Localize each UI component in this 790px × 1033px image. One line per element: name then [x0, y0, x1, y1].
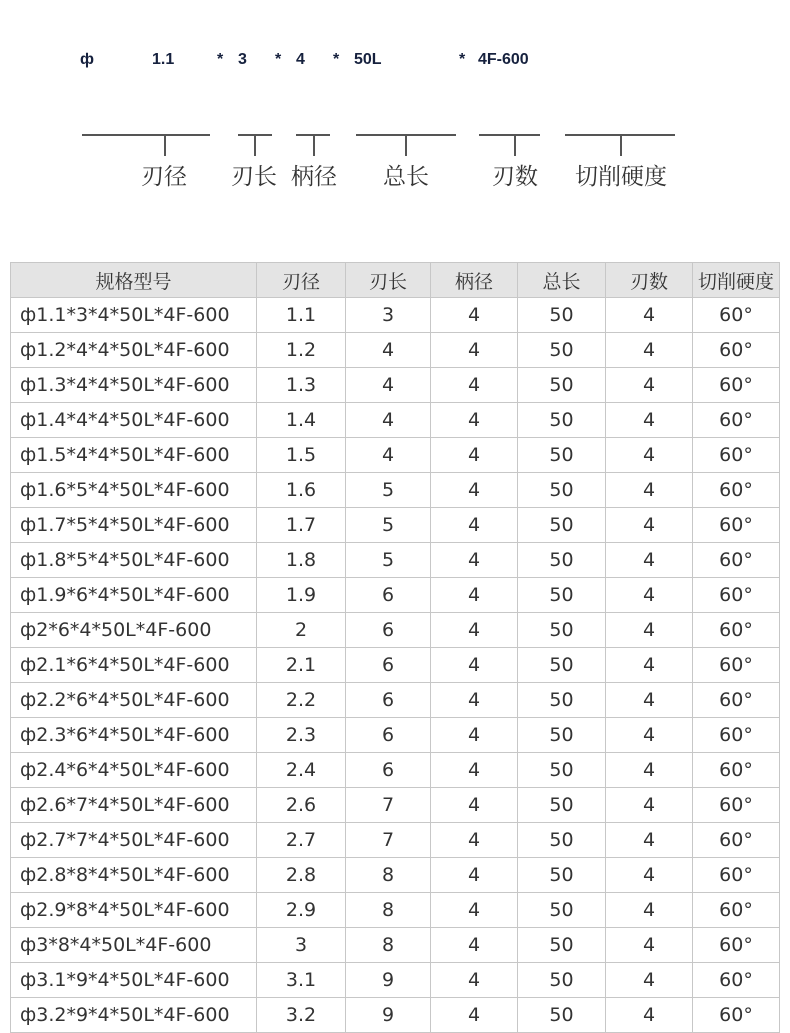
- table-row: [11, 613, 780, 648]
- table-row: [11, 963, 780, 998]
- cell-model: ф3.1*9*4*50L*4F-600: [11, 963, 257, 998]
- table-row: [11, 928, 780, 963]
- table-row: [11, 753, 780, 788]
- cell-shank-diameter: 4: [431, 753, 518, 788]
- cell-blade-diameter: 2.4: [257, 753, 346, 788]
- cell-model: ф2.7*7*4*50L*4F-600: [11, 823, 257, 858]
- table-row: [11, 788, 780, 823]
- underline: [479, 134, 540, 136]
- cell-blade-diameter: 2.9: [257, 893, 346, 928]
- cell-blade-length: 6: [346, 753, 431, 788]
- cell-shank-diameter: 4: [431, 333, 518, 368]
- cell-flutes: 4: [606, 298, 693, 333]
- table-row: [11, 508, 780, 543]
- cell-blade-length: 6: [346, 578, 431, 613]
- cell-shank-diameter: 4: [431, 438, 518, 473]
- cell-flutes: 4: [606, 683, 693, 718]
- cell-shank-diameter: 4: [431, 578, 518, 613]
- cell-model: ф2.4*6*4*50L*4F-600: [11, 753, 257, 788]
- table-row: [11, 648, 780, 683]
- cell-model: ф2.6*7*4*50L*4F-600: [11, 788, 257, 823]
- cell-total-length: 50: [518, 508, 606, 543]
- cell-blade-length: 8: [346, 928, 431, 963]
- cell-model: ф2.8*8*4*50L*4F-600: [11, 858, 257, 893]
- cell-model: ф1.7*5*4*50L*4F-600: [11, 508, 257, 543]
- cell-hardness: 60°: [693, 823, 780, 858]
- spec-table: [10, 262, 780, 1033]
- cell-flutes: 4: [606, 928, 693, 963]
- header-model: 规格型号: [11, 263, 257, 298]
- cell-blade-length: 4: [346, 438, 431, 473]
- label-shank-diameter: 柄径: [291, 164, 337, 190]
- cell-total-length: 50: [518, 648, 606, 683]
- cell-blade-length: 4: [346, 403, 431, 438]
- cell-hardness: 60°: [693, 613, 780, 648]
- cell-total-length: 50: [518, 333, 606, 368]
- cell-flutes: 4: [606, 998, 693, 1033]
- cell-model: ф1.2*4*4*50L*4F-600: [11, 333, 257, 368]
- cell-blade-diameter: 2: [257, 613, 346, 648]
- tick: [313, 136, 315, 156]
- spec-separator: *: [459, 51, 466, 68]
- cell-hardness: 60°: [693, 893, 780, 928]
- spec-phi: ф: [80, 51, 94, 68]
- cell-hardness: 60°: [693, 998, 780, 1033]
- cell-model: ф1.9*6*4*50L*4F-600: [11, 578, 257, 613]
- cell-shank-diameter: 4: [431, 403, 518, 438]
- cell-flutes: 4: [606, 788, 693, 823]
- table-row: [11, 998, 780, 1033]
- cell-blade-diameter: 1.1: [257, 298, 346, 333]
- label-hardness: 切削硬度: [575, 164, 667, 190]
- table-row: [11, 578, 780, 613]
- cell-blade-diameter: 1.3: [257, 368, 346, 403]
- cell-hardness: 60°: [693, 368, 780, 403]
- spec-blade-diameter: 1.1: [152, 51, 175, 68]
- cell-total-length: 50: [518, 753, 606, 788]
- cell-shank-diameter: 4: [431, 718, 518, 753]
- cell-blade-length: 7: [346, 823, 431, 858]
- spec-shank-diameter: 4: [296, 51, 305, 68]
- cell-model: ф2.2*6*4*50L*4F-600: [11, 683, 257, 718]
- label-blade-length: 刃长: [231, 164, 277, 190]
- cell-shank-diameter: 4: [431, 613, 518, 648]
- table-row: [11, 858, 780, 893]
- cell-flutes: 4: [606, 403, 693, 438]
- cell-blade-diameter: 1.8: [257, 543, 346, 578]
- cell-shank-diameter: 4: [431, 543, 518, 578]
- tick: [164, 136, 166, 156]
- table-row: [11, 403, 780, 438]
- cell-blade-diameter: 2.3: [257, 718, 346, 753]
- cell-flutes: 4: [606, 578, 693, 613]
- cell-hardness: 60°: [693, 298, 780, 333]
- cell-blade-length: 7: [346, 788, 431, 823]
- cell-model: ф1.6*5*4*50L*4F-600: [11, 473, 257, 508]
- cell-total-length: 50: [518, 893, 606, 928]
- spec-diagram: [0, 0, 790, 200]
- spec-total-length: 50L: [354, 51, 382, 68]
- cell-model: ф3.2*9*4*50L*4F-600: [11, 998, 257, 1033]
- cell-hardness: 60°: [693, 473, 780, 508]
- cell-blade-length: 6: [346, 718, 431, 753]
- header-shank-diameter: 柄径: [431, 263, 518, 298]
- cell-total-length: 50: [518, 473, 606, 508]
- cell-total-length: 50: [518, 718, 606, 753]
- cell-blade-length: 6: [346, 613, 431, 648]
- cell-hardness: 60°: [693, 543, 780, 578]
- cell-hardness: 60°: [693, 753, 780, 788]
- cell-blade-length: 5: [346, 508, 431, 543]
- cell-total-length: 50: [518, 578, 606, 613]
- cell-model: ф3*8*4*50L*4F-600: [11, 928, 257, 963]
- header-flutes: 刃数: [606, 263, 693, 298]
- cell-shank-diameter: 4: [431, 928, 518, 963]
- header-blade-length: 刃长: [346, 263, 431, 298]
- label-total-length: 总长: [383, 164, 429, 190]
- cell-model: ф2.3*6*4*50L*4F-600: [11, 718, 257, 753]
- cell-blade-length: 6: [346, 683, 431, 718]
- cell-total-length: 50: [518, 543, 606, 578]
- cell-blade-diameter: 1.7: [257, 508, 346, 543]
- cell-blade-length: 8: [346, 858, 431, 893]
- cell-flutes: 4: [606, 438, 693, 473]
- cell-hardness: 60°: [693, 333, 780, 368]
- cell-hardness: 60°: [693, 718, 780, 753]
- cell-blade-length: 4: [346, 368, 431, 403]
- table-row: [11, 718, 780, 753]
- cell-total-length: 50: [518, 368, 606, 403]
- cell-total-length: 50: [518, 858, 606, 893]
- cell-hardness: 60°: [693, 858, 780, 893]
- table-row: [11, 473, 780, 508]
- cell-blade-diameter: 2.7: [257, 823, 346, 858]
- cell-blade-diameter: 1.2: [257, 333, 346, 368]
- table-row: [11, 333, 780, 368]
- cell-shank-diameter: 4: [431, 298, 518, 333]
- cell-total-length: 50: [518, 438, 606, 473]
- cell-total-length: 50: [518, 823, 606, 858]
- label-blade-diameter: 刃径: [141, 164, 187, 190]
- cell-total-length: 50: [518, 403, 606, 438]
- table-row: [11, 438, 780, 473]
- cell-model: ф1.5*4*4*50L*4F-600: [11, 438, 257, 473]
- cell-hardness: 60°: [693, 928, 780, 963]
- cell-model: ф1.1*3*4*50L*4F-600: [11, 298, 257, 333]
- cell-hardness: 60°: [693, 963, 780, 998]
- cell-flutes: 4: [606, 613, 693, 648]
- cell-shank-diameter: 4: [431, 648, 518, 683]
- cell-blade-diameter: 1.4: [257, 403, 346, 438]
- cell-flutes: 4: [606, 893, 693, 928]
- tick: [514, 136, 516, 156]
- table-row: [11, 683, 780, 718]
- cell-shank-diameter: 4: [431, 788, 518, 823]
- cell-total-length: 50: [518, 683, 606, 718]
- cell-blade-diameter: 2.6: [257, 788, 346, 823]
- cell-shank-diameter: 4: [431, 998, 518, 1033]
- cell-blade-diameter: 1.9: [257, 578, 346, 613]
- cell-blade-diameter: 3: [257, 928, 346, 963]
- cell-shank-diameter: 4: [431, 858, 518, 893]
- cell-hardness: 60°: [693, 578, 780, 613]
- cell-blade-diameter: 3.2: [257, 998, 346, 1033]
- cell-blade-length: 3: [346, 298, 431, 333]
- tick: [405, 136, 407, 156]
- cell-blade-length: 8: [346, 893, 431, 928]
- cell-hardness: 60°: [693, 438, 780, 473]
- cell-shank-diameter: 4: [431, 368, 518, 403]
- spec-separator: *: [333, 51, 340, 68]
- cell-shank-diameter: 4: [431, 683, 518, 718]
- cell-model: ф1.3*4*4*50L*4F-600: [11, 368, 257, 403]
- table-row: [11, 298, 780, 333]
- cell-flutes: 4: [606, 543, 693, 578]
- cell-blade-diameter: 3.1: [257, 963, 346, 998]
- cell-flutes: 4: [606, 823, 693, 858]
- cell-model: ф2.9*8*4*50L*4F-600: [11, 893, 257, 928]
- cell-blade-length: 5: [346, 473, 431, 508]
- underline: [82, 134, 210, 136]
- cell-blade-length: 6: [346, 648, 431, 683]
- cell-flutes: 4: [606, 858, 693, 893]
- table-row: [11, 368, 780, 403]
- header-hardness: 切削硬度: [693, 263, 780, 298]
- spec-separator: *: [217, 51, 224, 68]
- cell-blade-length: 9: [346, 998, 431, 1033]
- spec-flutes-hardness: 4F-600: [478, 51, 529, 68]
- spec-separator: *: [275, 51, 282, 68]
- table-body: [11, 298, 780, 1033]
- cell-flutes: 4: [606, 718, 693, 753]
- cell-blade-diameter: 2.1: [257, 648, 346, 683]
- table-row: [11, 893, 780, 928]
- tick: [620, 136, 622, 156]
- table-row: [11, 543, 780, 578]
- cell-hardness: 60°: [693, 403, 780, 438]
- cell-flutes: 4: [606, 508, 693, 543]
- header-blade-diameter: 刃径: [257, 263, 346, 298]
- cell-model: ф1.4*4*4*50L*4F-600: [11, 403, 257, 438]
- cell-total-length: 50: [518, 298, 606, 333]
- cell-flutes: 4: [606, 963, 693, 998]
- cell-shank-diameter: 4: [431, 473, 518, 508]
- cell-shank-diameter: 4: [431, 823, 518, 858]
- cell-flutes: 4: [606, 753, 693, 788]
- cell-blade-diameter: 2.8: [257, 858, 346, 893]
- cell-total-length: 50: [518, 613, 606, 648]
- cell-total-length: 50: [518, 963, 606, 998]
- cell-model: ф1.8*5*4*50L*4F-600: [11, 543, 257, 578]
- cell-blade-diameter: 2.2: [257, 683, 346, 718]
- cell-blade-length: 9: [346, 963, 431, 998]
- cell-blade-length: 4: [346, 333, 431, 368]
- cell-blade-length: 5: [346, 543, 431, 578]
- label-flutes: 刃数: [492, 164, 538, 190]
- cell-total-length: 50: [518, 928, 606, 963]
- cell-flutes: 4: [606, 333, 693, 368]
- cell-flutes: 4: [606, 368, 693, 403]
- cell-shank-diameter: 4: [431, 508, 518, 543]
- cell-total-length: 50: [518, 998, 606, 1033]
- tick: [254, 136, 256, 156]
- cell-flutes: 4: [606, 473, 693, 508]
- cell-total-length: 50: [518, 788, 606, 823]
- cell-hardness: 60°: [693, 788, 780, 823]
- cell-blade-diameter: 1.5: [257, 438, 346, 473]
- cell-blade-diameter: 1.6: [257, 473, 346, 508]
- cell-flutes: 4: [606, 648, 693, 683]
- spec-blade-length: 3: [238, 51, 247, 68]
- header-total-length: 总长: [518, 263, 606, 298]
- cell-shank-diameter: 4: [431, 963, 518, 998]
- table-row: [11, 823, 780, 858]
- cell-model: ф2.1*6*4*50L*4F-600: [11, 648, 257, 683]
- cell-hardness: 60°: [693, 508, 780, 543]
- cell-hardness: 60°: [693, 648, 780, 683]
- cell-model: ф2*6*4*50L*4F-600: [11, 613, 257, 648]
- cell-shank-diameter: 4: [431, 893, 518, 928]
- table-header-row: [11, 263, 780, 298]
- cell-hardness: 60°: [693, 683, 780, 718]
